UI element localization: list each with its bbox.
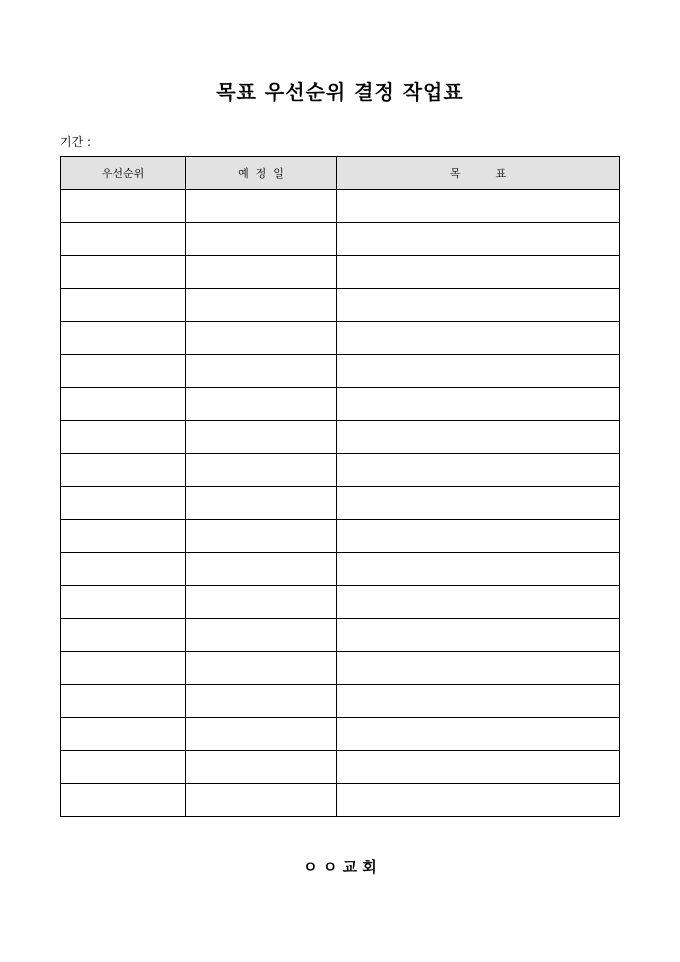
goal-cell[interactable] — [337, 355, 620, 388]
priority-cell[interactable] — [61, 652, 186, 685]
priority-cell[interactable] — [61, 190, 186, 223]
priority-cell[interactable] — [61, 487, 186, 520]
priority-cell[interactable] — [61, 421, 186, 454]
priority-cell[interactable] — [61, 388, 186, 421]
header-scheduled-date: 예 정 일 — [186, 157, 337, 190]
header-goal: 목 표 — [337, 157, 620, 190]
table-row — [61, 751, 620, 784]
scheduled-date-cell[interactable] — [186, 520, 337, 553]
table-row — [61, 256, 620, 289]
priority-cell[interactable] — [61, 520, 186, 553]
table-row — [61, 388, 620, 421]
goal-cell[interactable] — [337, 289, 620, 322]
page-title: 목표 우선순위 결정 작업표 — [216, 80, 464, 104]
scheduled-date-cell[interactable] — [186, 586, 337, 619]
scheduled-date-cell[interactable] — [186, 652, 337, 685]
goal-cell[interactable] — [337, 388, 620, 421]
goal-cell[interactable] — [337, 520, 620, 553]
period-label: 기간 : — [60, 135, 92, 149]
priority-cell[interactable] — [61, 586, 186, 619]
goal-cell[interactable] — [337, 718, 620, 751]
goal-cell[interactable] — [337, 685, 620, 718]
scheduled-date-cell[interactable] — [186, 355, 337, 388]
scheduled-date-cell[interactable] — [186, 619, 337, 652]
scheduled-date-cell[interactable] — [186, 223, 337, 256]
table-row — [61, 520, 620, 553]
goal-cell[interactable] — [337, 751, 620, 784]
priority-cell[interactable] — [61, 454, 186, 487]
goal-cell[interactable] — [337, 454, 620, 487]
goal-cell[interactable] — [337, 586, 620, 619]
priority-cell[interactable] — [61, 619, 186, 652]
goal-cell[interactable] — [337, 421, 620, 454]
goal-cell[interactable] — [337, 619, 620, 652]
priority-cell[interactable] — [61, 289, 186, 322]
table-row — [61, 355, 620, 388]
scheduled-date-cell[interactable] — [186, 685, 337, 718]
goal-cell[interactable] — [337, 553, 620, 586]
table-row — [61, 718, 620, 751]
goal-cell[interactable] — [337, 487, 620, 520]
scheduled-date-cell[interactable] — [186, 487, 337, 520]
scheduled-date-cell[interactable] — [186, 421, 337, 454]
priority-cell[interactable] — [61, 322, 186, 355]
table-row — [61, 784, 620, 817]
table-row — [61, 289, 620, 322]
table-row — [61, 685, 620, 718]
table-body — [61, 190, 620, 817]
priority-cell[interactable] — [61, 553, 186, 586]
goal-cell[interactable] — [337, 256, 620, 289]
scheduled-date-cell[interactable] — [186, 751, 337, 784]
priority-cell[interactable] — [61, 256, 186, 289]
scheduled-date-cell[interactable] — [186, 784, 337, 817]
goal-cell[interactable] — [337, 190, 620, 223]
table-row — [61, 586, 620, 619]
scheduled-date-cell[interactable] — [186, 553, 337, 586]
scheduled-date-cell[interactable] — [186, 388, 337, 421]
priority-cell[interactable] — [61, 223, 186, 256]
goal-cell[interactable] — [337, 322, 620, 355]
scheduled-date-cell[interactable] — [186, 718, 337, 751]
header-priority: 우선순위 — [61, 157, 186, 190]
table-row — [61, 421, 620, 454]
table-row — [61, 553, 620, 586]
priority-cell[interactable] — [61, 718, 186, 751]
goal-cell[interactable] — [337, 784, 620, 817]
scheduled-date-cell[interactable] — [186, 454, 337, 487]
scheduled-date-cell[interactable] — [186, 256, 337, 289]
church-name: ㅇ ㅇ 교 회 — [303, 858, 377, 876]
table-row — [61, 223, 620, 256]
goal-cell[interactable] — [337, 652, 620, 685]
goal-cell[interactable] — [337, 223, 620, 256]
table-header-row — [61, 157, 620, 190]
scheduled-date-cell[interactable] — [186, 289, 337, 322]
scheduled-date-cell[interactable] — [186, 190, 337, 223]
table-row — [61, 322, 620, 355]
priority-cell[interactable] — [61, 685, 186, 718]
table-row — [61, 190, 620, 223]
priority-cell[interactable] — [61, 355, 186, 388]
table-row — [61, 652, 620, 685]
table-row — [61, 619, 620, 652]
priority-table — [60, 156, 620, 817]
table-row — [61, 487, 620, 520]
priority-cell[interactable] — [61, 784, 186, 817]
priority-cell[interactable] — [61, 751, 186, 784]
scheduled-date-cell[interactable] — [186, 322, 337, 355]
table-row — [61, 454, 620, 487]
